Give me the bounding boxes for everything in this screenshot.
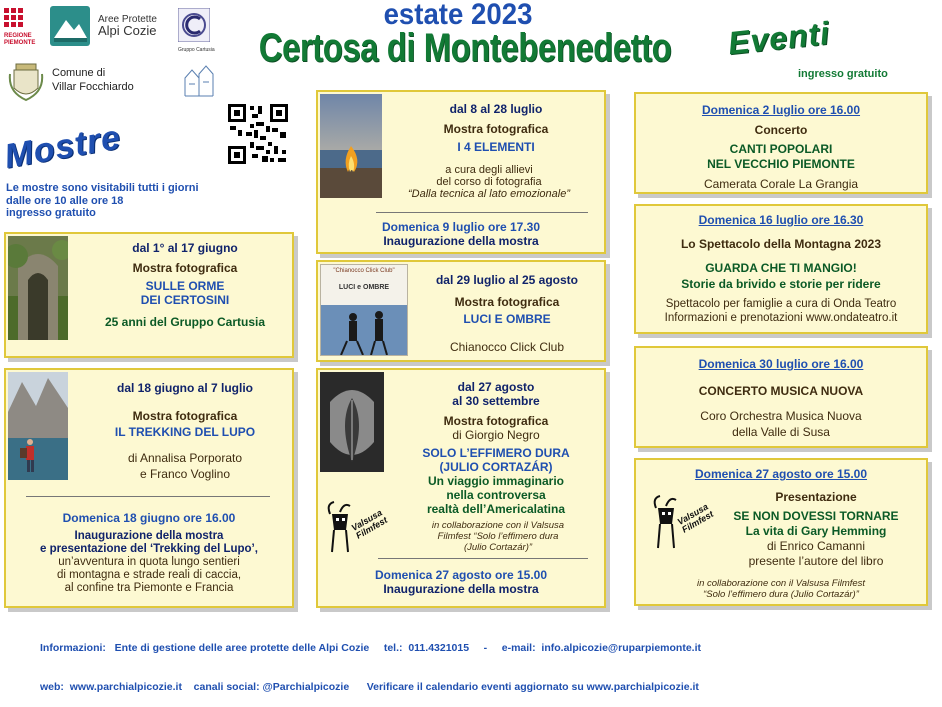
regione-piemonte-logo (4, 8, 48, 48)
event-spettacolo-type: Lo Spettacolo della Montagna 2023 (680, 237, 882, 251)
effimero-desc-2: nella controversa (446, 488, 546, 502)
mostre-heading: Mostre (1, 118, 124, 176)
photographers-image (321, 305, 408, 355)
effimero-desc-1: Un viaggio immaginario (427, 474, 565, 488)
event-canti-title-1: CANTI POPOLARI (729, 142, 833, 156)
trekking-image (8, 372, 68, 480)
event-presentazione-collab-2: “Solo l’effimero dura (Julio Cortazár)” (703, 589, 859, 600)
elementi-divider (376, 212, 588, 213)
elementi-cura-1: a cura degli allievi (445, 164, 533, 176)
valsusa-filmfest-logo-right (650, 494, 716, 552)
alpi-cozie-logo (50, 6, 90, 46)
effimero-divider (378, 558, 588, 559)
luci-type: Mostra fotografica (454, 295, 560, 309)
villar-label: Villar Focchiardo (52, 81, 134, 93)
event-presentazione-author: di Enrico Camanni (766, 539, 866, 553)
lupo-desc-3: al confine tra Piemonte e Francia (64, 582, 234, 594)
elementi-dates: dal 8 al 28 luglio (449, 102, 543, 116)
orme-photo (8, 236, 68, 340)
effimero-author: di Giorgio Negro (452, 428, 540, 442)
lupo-author-2: e Franco Voglino (139, 467, 231, 481)
event-presentazione-date: Domenica 27 agosto ore 15.00 (694, 467, 868, 481)
piemonte-label: PIEMONTE (4, 40, 36, 46)
event-spettacolo-title-1: GUARDA CHE TI MANGIO! (705, 261, 857, 275)
effimero-title-2: (JULIO CORTAZÁR) (439, 460, 553, 474)
event-musica-perf-1: Coro Orchestra Musica Nuova (700, 409, 862, 423)
event-musica-date: Domenica 30 luglio ore 16.00 (698, 357, 864, 371)
gruppo-cartusia-emblem (178, 8, 215, 53)
qr-code[interactable] (226, 102, 290, 166)
comune-label: Comune di (52, 67, 106, 79)
certosa-sketch-logo (182, 60, 216, 100)
emblem-caption: Gruppo Cartusia (178, 47, 215, 53)
lupo-event-date: Domenica 18 giugno ore 16.00 (62, 511, 236, 525)
aree-protette-label: Aree Protette (98, 14, 157, 25)
event-spettacolo-title-2: Storie da brivido e storie per ridere (681, 277, 881, 291)
eventi-heading: Eventi (726, 14, 832, 62)
elementi-cura-2: del corso di fotografia (436, 176, 542, 188)
filmfest-logo-text-right: Valsusa Filmfest (675, 501, 716, 535)
orme-dates: dal 1° al 17 giugno (132, 241, 238, 255)
lupo-desc-1: un’avventura in quota lungo sentieri (58, 556, 240, 568)
luci-poster-title: "Chianocco Click Club" (333, 268, 395, 274)
elementi-cura-3: “Dalla tecnica al lato emozionale” (407, 188, 571, 200)
event-musica-title: CONCERTO MUSICA NUOVA (698, 384, 864, 398)
luci-title: LUCI E OMBRE (463, 312, 551, 326)
lupo-dates: dal 18 giugno al 7 luglio (116, 381, 253, 395)
mostre-note-2: dalle ore 10 alle ore 18 (6, 194, 124, 207)
ruins-image (8, 236, 68, 340)
valsusa-filmfest-logo-mid (324, 500, 388, 556)
alpi-cozie-label: Alpi Cozie (98, 23, 157, 38)
event-spettacolo-date: Domenica 16 luglio ore 16.30 (698, 213, 864, 227)
event-spettacolo-info-1: Spettacolo per famiglie a cura di Onda Teatro (665, 298, 897, 310)
elementi-title: I 4 ELEMENTI (457, 140, 535, 154)
regione-grid-icon (4, 8, 48, 32)
mostre-note-1: Le mostre sono visitabili tutti i giorni (6, 182, 199, 194)
luci-poster-main: LUCI e OMBRE (338, 284, 390, 291)
filmfest-logo-text-mid: Valsusa Filmfest (349, 507, 390, 541)
event-presentazione-collab-1: in collaborazione con il Valsusa Filmfest (696, 578, 866, 589)
ingresso-gratuito-label: ingresso gratuito (798, 68, 888, 80)
certosa-sketch-icon (182, 60, 216, 100)
fire-sea-image (320, 94, 382, 198)
effimero-dates-1: dal 27 agosto (457, 380, 535, 394)
lupo-divider (26, 496, 270, 497)
orme-title-2: DEI CERTOSINI (140, 293, 230, 307)
mountain-icon (50, 6, 90, 46)
luci-author: Chianocco Click Club (449, 340, 565, 354)
event-presentazione-note: presente l’autore del libro (748, 554, 884, 568)
event-canti-date: Domenica 2 luglio ore 16.00 (701, 103, 861, 117)
effimero-event-date: Domenica 27 agosto ore 15.00 (374, 568, 548, 582)
effimero-photo (320, 372, 384, 472)
event-presentazione-title-1: SE NON DOVESSI TORNARE (733, 509, 899, 523)
luci-poster (320, 264, 408, 356)
elementi-photo (320, 94, 382, 198)
lupo-title: IL TREKKING DEL LUPO (114, 425, 256, 439)
effimero-inaug: Inaugurazione della mostra (383, 582, 539, 596)
mostre-note-3: ingresso gratuito (6, 207, 96, 219)
effimero-collab-2: Filmfest “Solo l’effimero dura (437, 531, 559, 542)
effimero-type: Mostra fotografica (443, 414, 549, 428)
cartusia-emblem-icon (178, 8, 210, 42)
lupo-author-1: di Annalisa Porporato (127, 451, 243, 465)
orme-type: Mostra fotografica (132, 261, 238, 275)
lupo-type: Mostra fotografica (132, 409, 238, 423)
elementi-event-date: Domenica 9 luglio ore 17.30 (381, 220, 541, 234)
event-canti-performer: Camerata Corale La Grangia (703, 177, 859, 191)
crest-icon (8, 62, 44, 102)
page-title: Certosa di Montebenedetto (258, 26, 672, 70)
effimero-collab-1: in collaborazione con il Valsusa (431, 520, 565, 531)
event-presentazione-title-2: La vita di Gary Hemming (745, 524, 887, 538)
event-spettacolo-info-2: Informazioni e prenotazioni www.ondateatro.it (664, 312, 898, 324)
footer-info[interactable]: Informazioni: Ente di gestione delle aree protette delle Alpi Cozie tel.: 011.4321015 - e-mail: info.alpicozie@ruparpiemonte.it (40, 642, 702, 654)
luci-dates: dal 29 luglio al 25 agosto (435, 273, 579, 287)
lupo-inaug-1: Inaugurazione della mostra (74, 530, 224, 542)
effimero-dates-2: al 30 settembre (452, 394, 540, 408)
leaf-hand-image (320, 372, 384, 472)
lupo-inaug-2: e presentazione del ‘Trekking del Lupo’, (40, 543, 258, 555)
lupo-desc-2: di montagna e strade reali di caccia, (56, 569, 242, 581)
lupo-photo (8, 372, 68, 480)
effimero-title-1: SOLO L’EFFIMERO DURA (422, 446, 570, 460)
elementi-inaug: Inaugurazione della mostra (383, 234, 539, 248)
event-musica-perf-2: della Valle di Susa (732, 425, 830, 439)
comune-crest (8, 62, 44, 102)
elementi-type: Mostra fotografica (443, 122, 549, 136)
estate-2023-title: estate 2023 (383, 0, 533, 31)
event-presentazione-type: Presentazione (775, 490, 857, 504)
event-canti-title-2: NEL VECCHIO PIEMONTE (707, 157, 855, 171)
regione-label: REGIONE (4, 33, 32, 39)
orme-subtitle: 25 anni del Gruppo Cartusia (104, 315, 266, 329)
orme-title-1: SULLE ORME (145, 279, 225, 293)
effimero-collab-3: (Julio Cortazár)” (463, 542, 533, 553)
event-canti-type: Concerto (754, 123, 808, 137)
effimero-desc-3: realtà dell’Americalatina (426, 502, 566, 516)
qr-code-icon (226, 102, 290, 166)
footer-web[interactable]: web: www.parchialpicozie.it canali social: @Parchialpicozie Verificare il calendario eventi aggiornato su www.parchialpicozie.it (40, 681, 699, 693)
